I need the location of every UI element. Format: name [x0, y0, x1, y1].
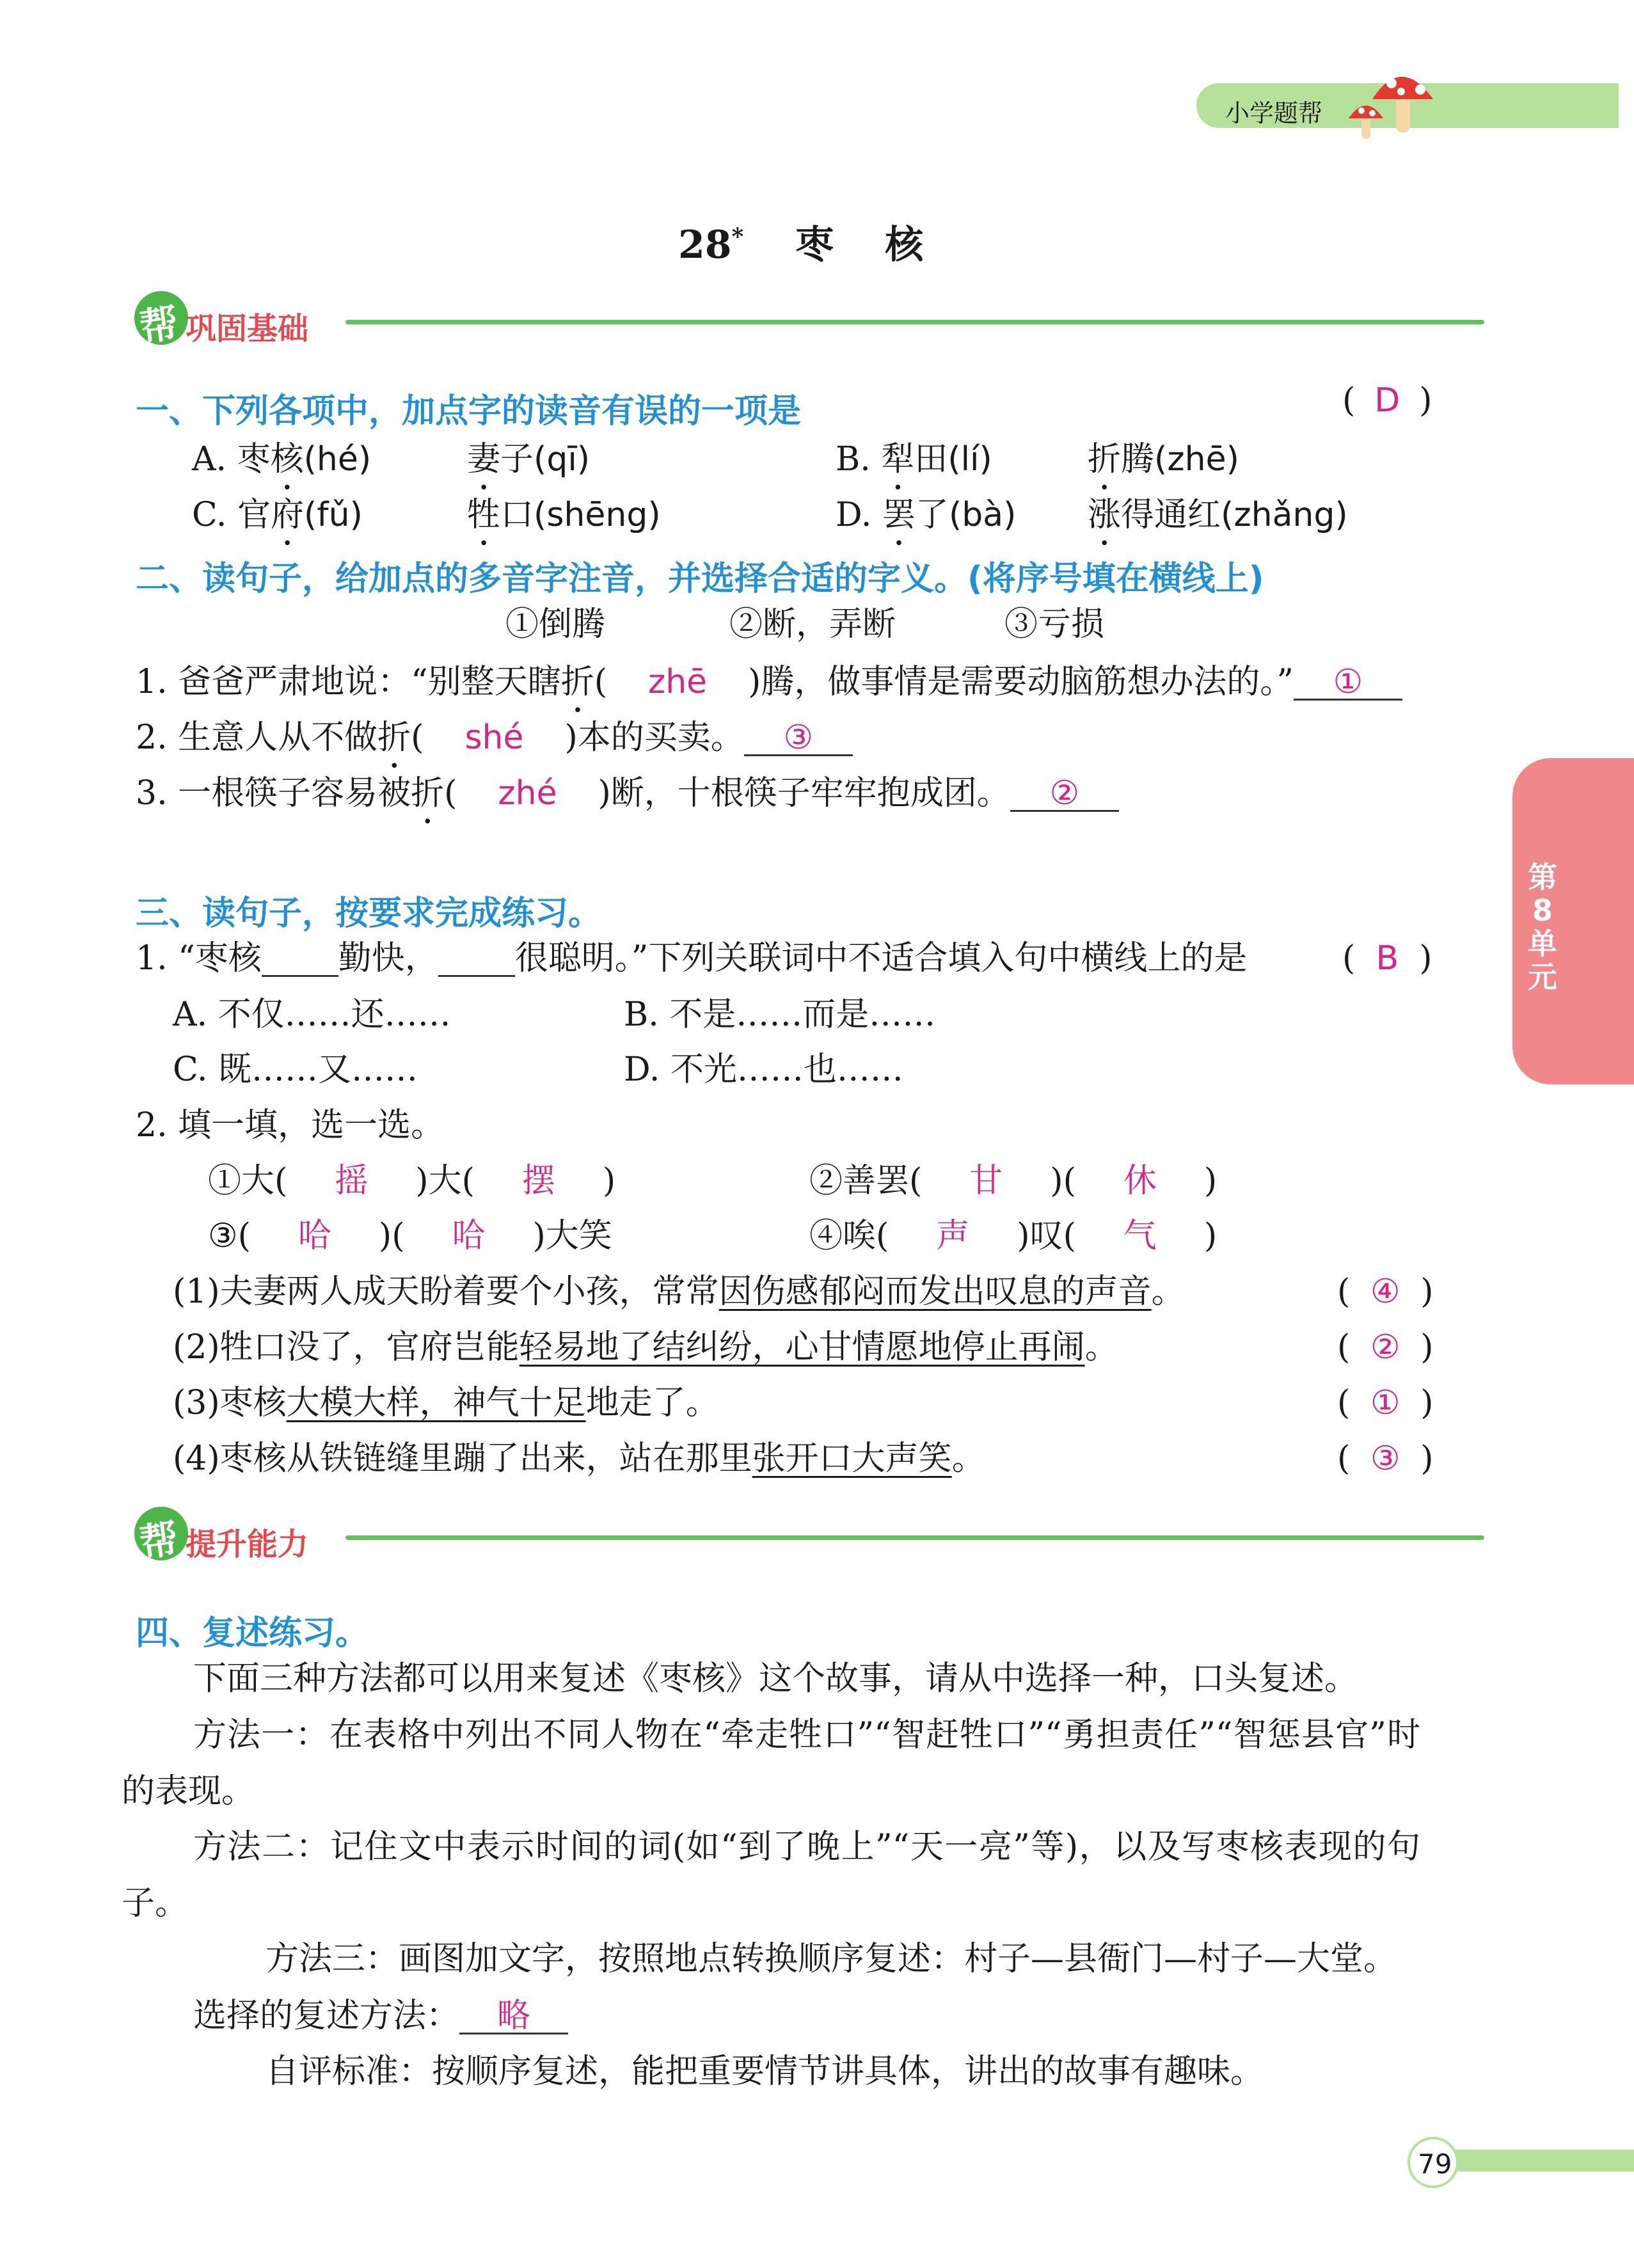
- lesson-title: [678, 214, 930, 269]
- choice-3-answer-box: ( ① ): [1337, 1384, 1434, 1422]
- q3-sub1-text: 很聪明。”下列关联词中不适合填入句中横线上的是: [514, 939, 1248, 978]
- q3-sub1: [136, 939, 1248, 978]
- q4-choose: [193, 1999, 568, 2034]
- choice-3: (3)枣核大模大样，神气十足地走了。: [173, 1384, 719, 1422]
- brand-label: 小学题帮: [1225, 99, 1323, 127]
- fill-answer: 哈: [452, 1217, 486, 1255]
- badge-char: 帮: [137, 1516, 182, 1566]
- q3-option-a: A. 不仅……还……: [173, 995, 451, 1034]
- lesson-star: *: [731, 223, 744, 250]
- fill-answer: 摇: [335, 1162, 369, 1200]
- q2-item-text: 3. 一根筷子容易被: [136, 774, 411, 813]
- section-title-basic: 巩固基础: [186, 311, 309, 347]
- section-badge-basic: [134, 291, 188, 351]
- q1-answer-box: [1342, 381, 1432, 420]
- fill-answer: 甘: [969, 1162, 1003, 1200]
- badge-char: 帮: [137, 301, 182, 351]
- q3-sub1-text: 1. “枣核: [136, 939, 262, 978]
- q3-sub1-text: 勤快，: [338, 939, 438, 978]
- q1-heading: 一、下列各项中，加点字的读音有误的一项是: [136, 392, 802, 431]
- q3-sub2-label: 2. 填一填，选一选。: [136, 1106, 445, 1145]
- fill-answer: 休: [1123, 1162, 1157, 1200]
- q4-choose-label: 选择的复述方法：: [193, 1997, 460, 2035]
- q4-choose-answer: 略: [459, 1999, 568, 2034]
- fill-answer: 摆: [521, 1162, 555, 1200]
- q2-meaning-2: ②断，弄断: [729, 605, 896, 644]
- q1-option-c: C. 官府(fǔ): [192, 496, 363, 534]
- section-divider-basic: [345, 320, 1484, 324]
- lesson-number: 28: [678, 223, 732, 267]
- q4-method-3: 方法三：画图加文字，按照地点转换顺序复述：村子—县衙门—村子—大堂。: [266, 1940, 1397, 1978]
- q3-option-b: B. 不是……而是……: [624, 995, 936, 1034]
- choice-1-answer-box: ( ④ ): [1337, 1273, 1434, 1311]
- q2-dotted-char: 折: [560, 663, 594, 701]
- q4-heading: 四、复述练习。: [136, 1614, 369, 1653]
- q2-item-3: 3. 一根筷子容易被折( zhé )断，十根筷子牢牢抱成团。 ②: [136, 774, 1119, 832]
- choice-2-answer-box: ( ② ): [1337, 1328, 1434, 1367]
- fill-answer: 声: [936, 1217, 970, 1255]
- section-badge-improve: [134, 1507, 188, 1566]
- q2-blank-1: ①: [1294, 665, 1402, 701]
- fill-row1b: ②善罢( 甘 )( 休 ): [809, 1162, 1218, 1200]
- q2-item-1: 1. 爸爸严肃地说：“别整天瞎折( zhē )腾，做事情是需要动脑筋想办法的。” ①: [136, 663, 1402, 720]
- q2-pinyin-1: zhē: [647, 663, 708, 701]
- fill-answer: 气: [1123, 1217, 1157, 1255]
- q4-intro: 下面三种方法都可以用来复述《枣核》这个故事，请从中选择一种，口头复述。: [193, 1660, 1358, 1698]
- choice-4-answer: ③: [1370, 1439, 1400, 1478]
- q2-meaning-1: ①倒腾: [505, 605, 606, 644]
- q3-option-d: D. 不光……也……: [624, 1051, 903, 1089]
- paren-close: ): [1419, 381, 1432, 420]
- choice-1-answer: ④: [1370, 1273, 1400, 1311]
- q2-item-text: )本的买卖。: [564, 718, 744, 757]
- unit-side-tab-label: 第8单元: [1528, 860, 1557, 994]
- q2-dotted-char: 折: [411, 774, 445, 813]
- q1-option-b2: 折腾(zhē): [1088, 440, 1239, 479]
- choice-2: (2)牲口没了，官府岂能轻易地了结纠纷，心甘情愿地停止再闹。: [173, 1328, 1118, 1367]
- fill-row2a: ③( 哈 )( 哈 )大笑: [208, 1217, 612, 1255]
- q1-option-b: B. 犁田(lí): [836, 440, 992, 479]
- q4-criteria: 自评标准：按顺序复述，能把重要情节讲具体，讲出的故事有趣味。: [266, 2052, 1264, 2091]
- q4-method-2: 方法二：记住文中表示时间的词(如“到了晚上”“天一亮”等)，以及写枣核表现的句子。: [122, 1828, 1420, 1923]
- fill-row1a: ①大( 摇 )大( 摆 ): [208, 1162, 616, 1200]
- section-title-improve: 提升能力: [186, 1527, 309, 1562]
- page-number-bar: [1452, 2150, 1634, 2171]
- paren-open: (: [1342, 381, 1356, 420]
- mushroom-icon: [1337, 54, 1465, 144]
- q2-item-text: 2. 生意人从不做: [136, 718, 378, 757]
- q2-heading: 二、读句子，给加点的多音字注音，并选择合适的字义。(将序号填在横线上): [136, 560, 1264, 598]
- q2-pinyin-3: zhé: [498, 774, 557, 813]
- page-number: 79: [1418, 2148, 1452, 2180]
- q2-item-text: )腾，做事情是需要动脑筋想办法的。”: [748, 663, 1294, 701]
- q3-option-c: C. 既……又……: [173, 1051, 418, 1089]
- q3-heading: 三、读句子，按要求完成练习。: [136, 894, 602, 933]
- q2-dotted-char: 折: [377, 718, 411, 757]
- fill-row2b: ④唉( 声 )叹( 气 ): [809, 1217, 1218, 1255]
- q1-option-d2: 涨得通红(zhǎng): [1088, 496, 1348, 534]
- fill-answer: 哈: [297, 1217, 331, 1255]
- q4-method-1: 方法一：在表格中列出不同人物在“牵走牲口”“智赶牲口”“勇担责任”“智惩县官”时的表现。: [122, 1716, 1420, 1811]
- q2-meaning-3: ③亏损: [1004, 605, 1105, 644]
- q1-option-c2: 牲口(shēng): [467, 496, 661, 534]
- choice-1: (1)夫妻两人成天盼着要个小孩，常常因伤感郁闷而发出叹息的声音。: [173, 1273, 1185, 1311]
- q1-option-a2: 妻子(qī): [467, 440, 591, 479]
- choice-2-answer: ②: [1370, 1328, 1400, 1367]
- q2-item-text: )断，十根筷子牢牢抱成团。: [598, 774, 1010, 813]
- q1-answer: D: [1374, 381, 1400, 420]
- section-divider-improve: [345, 1535, 1484, 1540]
- q3-sub1-answer: B: [1376, 939, 1399, 978]
- choice-4-answer-box: ( ③ ): [1337, 1439, 1434, 1478]
- choice-4: (4)枣核从铁链缝里蹦了出来，站在那里张开口大声笑。: [173, 1439, 985, 1478]
- q1-option-a: A. 枣核(hé): [192, 440, 372, 479]
- q2-blank-2: ③: [744, 721, 853, 756]
- choice-3-answer: ①: [1370, 1384, 1400, 1422]
- q2-item-2: 2. 生意人从不做折( shé )本的买卖。 ③: [136, 718, 853, 776]
- q2-blank-3: ②: [1010, 777, 1119, 812]
- q2-pinyin-2: shé: [464, 718, 524, 757]
- lesson-name: 枣 核: [795, 223, 930, 267]
- q3-sub1-answer-box: ( B ): [1342, 939, 1432, 978]
- q2-item-text: 1. 爸爸严肃地说：“别整天瞎: [136, 663, 561, 701]
- q1-option-d: D. 罢了(bà): [836, 496, 1017, 534]
